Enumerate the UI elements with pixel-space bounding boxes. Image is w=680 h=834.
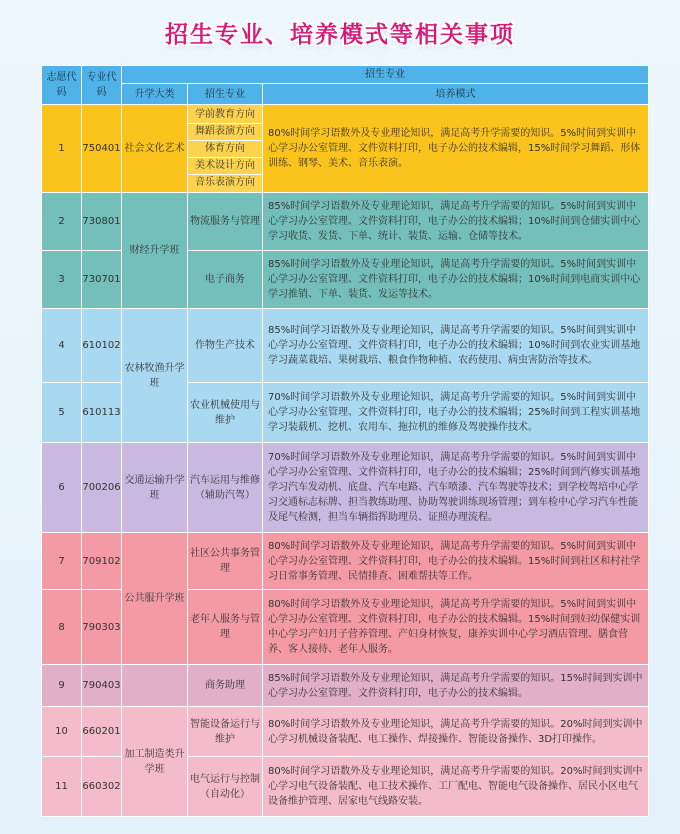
row-mode: 70%时间学习语数外及专业理论知识，满足高考升学需要的知识。5%时间到实训中心学习办公室管理、文件资料打印，电子办公的技术编辑；25%时间到汽修实训基地学习汽车发动机、底盘、汽车电路、汽车喷漆、汽车驾驶等技术；到学校驾培中心学习交通标志标牌、担当教练助理、协助驾驶训练现场管理；到车检中心学习汽车性能及尾气检测，担当车辆指挥助理员、证照办理流程。: [263, 443, 649, 533]
row-no: 5: [42, 383, 82, 443]
row-code: 660201: [82, 707, 122, 757]
header-major: 招生专业: [188, 84, 263, 105]
row-category: 财经升学班: [122, 193, 188, 309]
header-group: 招生专业: [122, 66, 649, 84]
row-code: 790403: [82, 665, 122, 707]
row-category: 农林牧渔升学班: [122, 309, 188, 443]
table-row: [42, 443, 649, 533]
row-mode: 70%时间学习语数外及专业理论知识，满足高考升学需要的知识。5%时间到实训中心学习办公室管理、文件资料打印，电子办公的技术编辑；25%时间到工程实训基地学习装载机、挖机、农用车、拖拉机的维修及驾驶操作技术。: [263, 383, 649, 443]
row-no: 7: [42, 533, 82, 590]
table-row: [42, 665, 649, 707]
major-item: 学前教育方向: [188, 107, 262, 124]
major-item: 体育方向: [188, 141, 262, 158]
table-row: [42, 105, 649, 193]
header-code: 专业代码: [82, 66, 122, 105]
row-mode: 85%时间学习语数外及专业理论知识，满足高考升学需要的知识。5%时间到实训中心学习办公室管理、文件资料打印，电子办公的技术编辑；10%时间到农业实训基地学习蔬菜栽培、果树栽培、粮食作物种植、农药使用、病虫害防治等技术。: [263, 309, 649, 383]
title-banner: [0, 0, 680, 62]
row-no: 3: [42, 251, 82, 309]
row-major: 社区公共事务管理: [188, 533, 263, 590]
row-mode: 85%时间学习语数外及专业理论知识，满足高考升学需要的知识。15%时间到实训中心学习办公室管理、文件资料打印，电子办公的技术编辑。: [263, 665, 649, 707]
row-mode: 80%时间学习语数外及专业理论知识，满足高考升学需要的知识。20%时间到实训中心学习机械设备装配、电工操作、焊接操作、智能设备操作、3D打印操作。: [263, 707, 649, 757]
header-category: 升学大类: [122, 84, 188, 105]
major-item: 舞蹈表演方向: [188, 124, 262, 141]
table-row: [42, 309, 649, 383]
row-category: 社会文化艺术: [122, 105, 188, 193]
row-code: 700206: [82, 443, 122, 533]
page-title: 招生专业、培养模式等相关事项: [165, 22, 515, 48]
row-no: 9: [42, 665, 82, 707]
row-mode: 80%时间学习语数外及专业理论知识，满足高考升学需要的知识。5%时间到实训中心学习办公室管理、文件资料打印，电子办公的技术编辑。15%时间到社区和村社学习日常事务管理、民情排查、困难帮扶等工作。: [263, 533, 649, 590]
row-major: 作物生产技术: [188, 309, 263, 383]
header-mode: 培养模式: [263, 84, 649, 105]
row-major: 农业机械使用与维护: [188, 383, 263, 443]
row-no: 4: [42, 309, 82, 383]
header-no: 志愿代码: [42, 66, 82, 105]
row-code: 660302: [82, 757, 122, 817]
row-code: 790303: [82, 590, 122, 665]
row-mode: 85%时间学习语数外及专业理论知识，满足高考升学需要的知识。5%时间到实训中心学习办公室管理、文件资料打印，电子办公的技术编辑；10%时间到仓储实训中心学习收货、发货、下单、统计、装货、运输、仓储等技术。: [263, 193, 649, 251]
row-major: 商务助理: [188, 665, 263, 707]
row-no: 2: [42, 193, 82, 251]
row-code: 730801: [82, 193, 122, 251]
row-code: 730701: [82, 251, 122, 309]
majors-table: [41, 65, 649, 817]
row-category: 加工制造类升学班: [122, 707, 188, 817]
row-major: 智能设备运行与维护: [188, 707, 263, 757]
row-no: 11: [42, 757, 82, 817]
row-code: 709102: [82, 533, 122, 590]
row-mode: 80%时间学习语数外及专业理论知识，满足高考升学需要的知识。5%时间到实训中心学习办公室管理、文件资料打印，电子办公的技术编辑，15%时间学习舞蹈、形体训练、钢琴、美术、音乐表演。: [263, 105, 649, 193]
major-item: 音乐表演方向: [195, 176, 255, 188]
row-no: 1: [42, 105, 82, 193]
row-code: 610113: [82, 383, 122, 443]
row-major: 老年人服务与管理: [188, 590, 263, 665]
row-code: 610102: [82, 309, 122, 383]
table-row: [42, 533, 649, 590]
table-row: [42, 193, 649, 251]
row-major-list: [188, 105, 263, 193]
row-major: 物流服务与管理: [188, 193, 263, 251]
row-mode: 80%时间学习语数外及专业理论知识，满足高考升学需要的知识。20%时间到实训中心学习电气设备装配、电工技术操作、工厂配电、智能电气设备操作、居民小区电气设备维护管理、居家电气线路安装。: [263, 757, 649, 817]
row-code: 750401: [82, 105, 122, 193]
row-no: 6: [42, 443, 82, 533]
row-no: 8: [42, 590, 82, 665]
row-category: [122, 665, 188, 707]
row-major: 电气运行与控制（自动化）: [188, 757, 263, 817]
row-no: 10: [42, 707, 82, 757]
row-mode: 85%时间学习语数外及专业理论知识，满足高考升学需要的知识。5%时间到实训中心学习办公室管理、文件资料打印，电子办公的技术编辑；10%时间到电商实训中心学习推销、下单、装货、发运等技术。: [263, 251, 649, 309]
row-category: 公共服升学班: [122, 533, 188, 665]
row-mode: 80%时间学习语数外及专业理论知识，满足高考升学需要的知识。5%时间到实训中心学习办公室管理、文件资料打印，电子办公的技术编辑。15%时间到妇幼保健实训中心学习产妇月子营养管理、产妇身材恢复，康养实训中心学习酒店管理、膳食营养、客人接待、老年人服务。: [263, 590, 649, 665]
table-row: [42, 707, 649, 757]
row-major: 电子商务: [188, 251, 263, 309]
row-category: 交通运输升学班: [122, 443, 188, 533]
row-major: 汽车运用与维修（辅助汽驾）: [188, 443, 263, 533]
major-item: 美术设计方向: [188, 158, 262, 175]
